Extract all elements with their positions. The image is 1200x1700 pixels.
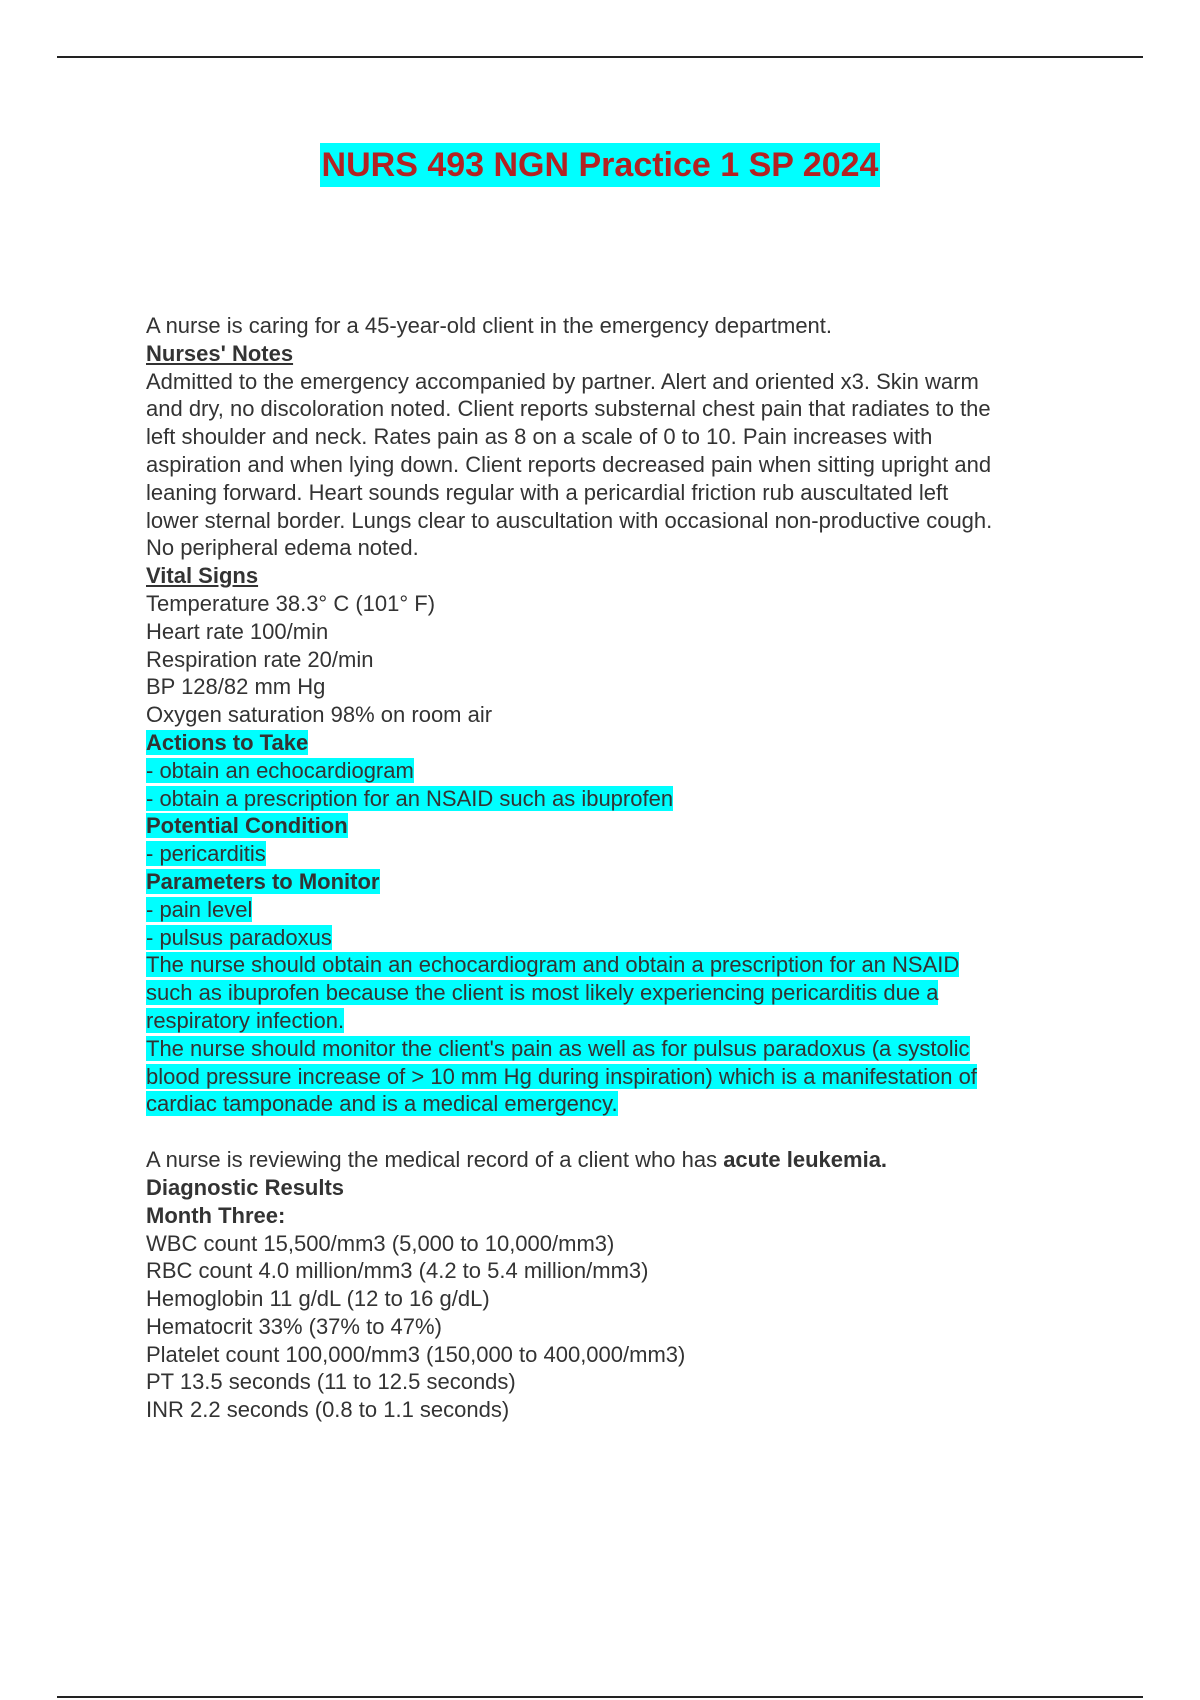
document-body <box>146 312 1086 1424</box>
notes-line: No peripheral edema noted. <box>146 535 419 561</box>
lab-result: WBC count 15,500/mm3 (5,000 to 10,000/mm3) <box>146 1230 615 1256</box>
nurses-notes-heading: Nurses' Notes <box>146 340 294 366</box>
lab-result: RBC count 4.0 million/mm3 (4.2 to 5.4 million/mm3) <box>146 1258 649 1284</box>
lab-result: Hemoglobin 11 g/dL (12 to 16 g/dL) <box>146 1286 490 1312</box>
notes-line: leaning forward. Heart sounds regular with a pericardial friction rub auscultated left <box>146 479 949 505</box>
rationale-line: cardiac tamponade and is a medical emergency. <box>146 1091 618 1117</box>
vital-sign: Temperature 38.3° C (101° F) <box>146 590 436 616</box>
month-heading: Month Three: <box>146 1202 286 1228</box>
title-container <box>0 143 1200 187</box>
vital-signs-heading: Vital Signs <box>146 563 259 589</box>
rationale-line: such as ibuprofen because the client is most likely experiencing pericarditis due a <box>146 980 939 1006</box>
case2-intro-text: A nurse is reviewing the medical record of a client who has <box>146 1147 724 1173</box>
lab-result: Platelet count 100,000/mm3 (150,000 to 400,000/mm3) <box>146 1341 686 1367</box>
case2-diagnosis: acute leukemia. <box>723 1147 888 1173</box>
condition-item: - pericarditis <box>146 841 266 867</box>
notes-line: left shoulder and neck. Rates pain as 8 on a scale of 0 to 10. Pain increases with <box>146 424 933 450</box>
actions-heading: Actions to Take <box>146 729 309 755</box>
rationale-line: respiratory infection. <box>146 1007 345 1033</box>
case2-intro <box>146 1146 1086 1174</box>
rationale-line: The nurse should monitor the client's pain as well as for pulsus paradoxus (a systolic <box>146 1035 970 1061</box>
action-item: - obtain an echocardiogram <box>146 757 414 783</box>
diagnostic-heading: Diagnostic Results <box>146 1174 345 1200</box>
document-title: NURS 493 NGN Practice 1 SP 2024 <box>320 143 881 187</box>
condition-heading: Potential Condition <box>146 813 348 839</box>
lab-result: PT 13.5 seconds (11 to 12.5 seconds) <box>146 1369 516 1395</box>
parameter-item: - pain level <box>146 896 253 922</box>
case1-intro: A nurse is caring for a 45-year-old client in the emergency department. <box>146 313 833 338</box>
rationale-line: blood pressure increase of > 10 mm Hg during inspiration) which is a manifestation of <box>146 1063 977 1089</box>
notes-line: lower sternal border. Lungs clear to auscultation with occasional non-productive cough. <box>146 507 993 533</box>
rationale-line: The nurse should obtain an echocardiogram and obtain a prescription for an NSAID <box>146 952 960 978</box>
lab-result: INR 2.2 seconds (0.8 to 1.1 seconds) <box>146 1397 510 1423</box>
bottom-rule <box>57 1696 1143 1698</box>
vital-sign: Respiration rate 20/min <box>146 646 374 672</box>
lab-result: Hematocrit 33% (37% to 47%) <box>146 1313 442 1339</box>
vital-sign: BP 128/82 mm Hg <box>146 674 326 700</box>
action-item: - obtain a prescription for an NSAID such as ibuprofen <box>146 785 674 811</box>
section-gap <box>146 1118 1086 1146</box>
vital-sign: Oxygen saturation 98% on room air <box>146 702 493 728</box>
parameter-item: - pulsus paradoxus <box>146 924 332 950</box>
notes-line: Admitted to the emergency accompanied by partner. Alert and oriented x3. Skin warm <box>146 368 979 394</box>
notes-line: aspiration and when lying down. Client reports decreased pain when sitting upright and <box>146 451 992 477</box>
top-rule <box>57 56 1143 58</box>
notes-line: and dry, no discoloration noted. Client reports substernal chest pain that radiates to the <box>146 396 991 422</box>
vital-sign: Heart rate 100/min <box>146 618 329 644</box>
parameters-heading: Parameters to Monitor <box>146 868 380 894</box>
